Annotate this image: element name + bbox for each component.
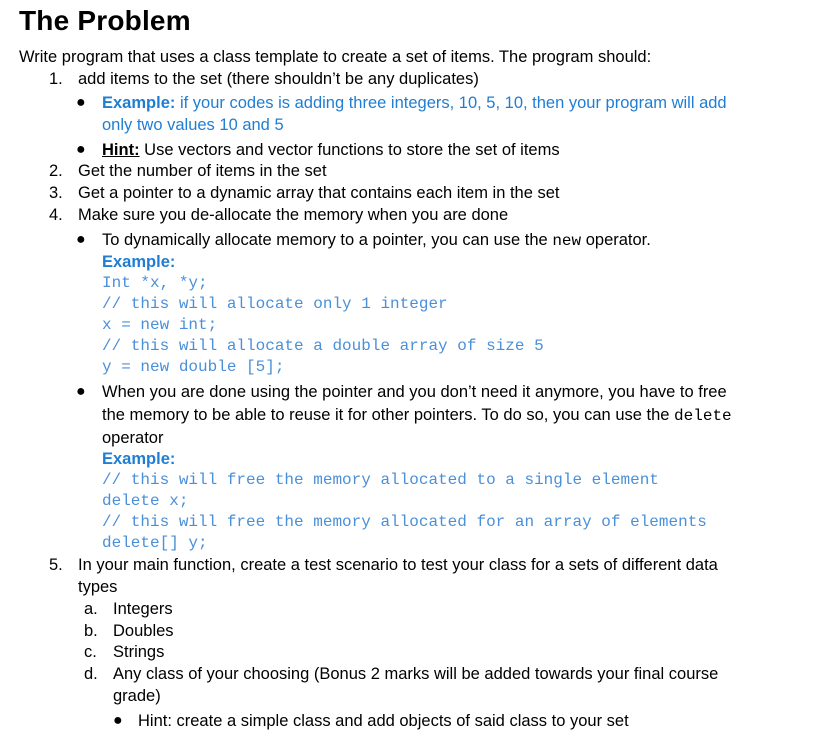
bullet-icon: ● [113, 712, 123, 729]
sub-a-text: Integers [113, 600, 173, 618]
code-line: // this will allocate only 1 integer [102, 295, 448, 313]
bullet-2-text: the memory to be able to reuse it for other pointers. To do so, you can use the [102, 406, 675, 424]
sub-b-text: Doubles [113, 622, 174, 640]
code-line: // this will free the memory allocated for an array of elements [102, 513, 707, 531]
item-2-text: Get the number of items in the set [78, 162, 327, 180]
bullet-2-example-label: Example: [102, 450, 176, 468]
item-2-number: 2. [49, 162, 63, 180]
hint-label: Hint: [102, 141, 140, 159]
item-4-bullet-2-line-1: When you are done using the pointer and you don’t need it anymore, you have to free [102, 383, 727, 401]
code-line: delete[] y; [102, 534, 208, 552]
item-1-number: 1. [49, 70, 63, 88]
sub-d-text: Any class of your choosing (Bonus 2 marks will be added towards your final course [113, 665, 719, 683]
sub-d-letter: d. [84, 665, 98, 683]
item-5-number: 5. [49, 556, 63, 574]
item-5-hint: Hint: create a simple class and add objects of said class to your set [138, 712, 629, 730]
sub-c-letter: c. [84, 643, 97, 661]
sub-c-text: Strings [113, 643, 165, 661]
item-1-hint [102, 140, 560, 160]
example-label: Example: [102, 94, 176, 112]
code-line: delete x; [102, 492, 189, 510]
bullet-icon: ● [76, 94, 86, 111]
intro-text: Write program that uses a class template to create a set of items. The program should: [19, 48, 652, 66]
hint-text: Use vectors and vector functions to store the set of items [139, 141, 560, 159]
new-keyword: new [552, 232, 582, 250]
bullet-1-example-label: Example: [102, 253, 176, 271]
item-4-number: 4. [49, 206, 63, 224]
code-line: x = new int; [102, 316, 218, 334]
item-1-example-cont: only two values 10 and 5 [102, 116, 284, 134]
sub-b-letter: b. [84, 622, 98, 640]
sub-d-text-cont: grade) [113, 687, 161, 705]
item-4-bullet-2-line-3: operator [102, 429, 164, 447]
item-1-text: add items to the set (there shouldn’t be any duplicates) [78, 70, 479, 88]
page-title: The Problem [19, 5, 191, 36]
delete-keyword: delete [674, 407, 732, 425]
code-line: // this will free the memory allocated to a single element [102, 471, 659, 489]
code-line: y = new double [5]; [102, 358, 285, 376]
item-5-text-cont: types [78, 578, 118, 596]
item-4-bullet-1 [102, 230, 651, 251]
bullet-icon: ● [76, 141, 86, 158]
bullet-1-text: To dynamically allocate memory to a pointer, you can use the [102, 231, 553, 249]
item-4-bullet-2-line-2 [102, 405, 732, 426]
sub-a-letter: a. [84, 600, 98, 618]
item-4-text: Make sure you de-allocate the memory when you are done [78, 206, 509, 224]
bullet-1-text-2: operator. [581, 231, 651, 249]
item-1-example [102, 93, 727, 113]
item-3-number: 3. [49, 184, 63, 202]
example-text-1: if your codes is adding three integers, 10, 5, 10, then your program will add [175, 94, 727, 112]
item-5-text: In your main function, create a test scenario to test your class for a sets of different data [78, 556, 718, 574]
item-3-text: Get a pointer to a dynamic array that contains each item in the set [78, 184, 560, 202]
code-line: // this will allocate a double array of size 5 [102, 337, 544, 355]
bullet-icon: ● [76, 383, 86, 400]
code-line: Int *x, *y; [102, 274, 208, 292]
bullet-icon: ● [76, 231, 86, 248]
